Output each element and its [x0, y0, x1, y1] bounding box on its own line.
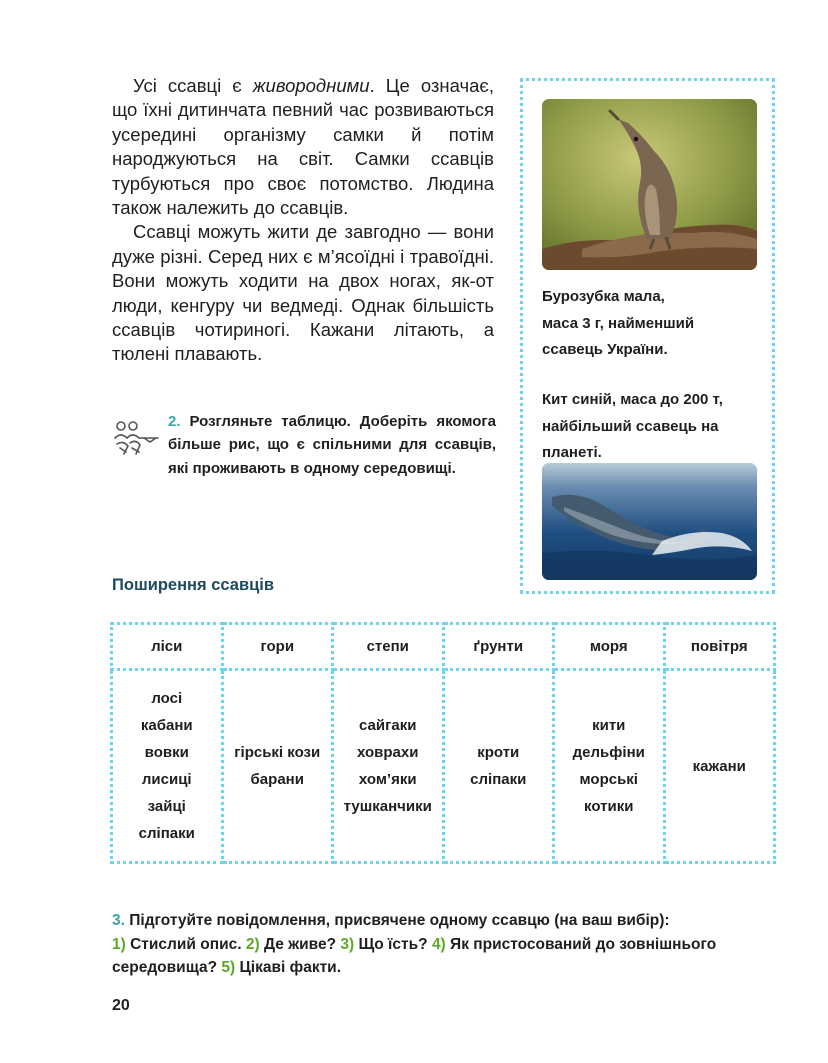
whale-caption: Кит синій, маса до 200 т, найбільший ссавець на планеті.: [542, 391, 723, 461]
intro-paragraph-2: Ссавці можуть жити де завгодно — вони дуже різні. Серед них є м’ясоїдні і травоїдні. Вони можуть ходити на двох ногах, як-от люди, кенгуру чи ведмеді. Однак більшість ссавців чотириногі. Кажани літають, а тюлені плавають.: [112, 221, 494, 365]
header-cell: ліси: [112, 624, 223, 670]
shrew-caption: Бурозубка мала, маса 3 г, найменший ссавець України.: [542, 288, 695, 358]
header-cell: повітря: [664, 624, 775, 670]
shrew-photo: [542, 99, 757, 270]
table-cell-air: кажани: [664, 670, 775, 863]
intro-paragraph-1: Усі ссавці є живородними. Це означає, що їхні дитинчата певний час розвиваються усередині організму самки й потім народжуються на світ. Самки ссавців турбуються про своє потомство. Людина також належить до ссавців.: [112, 75, 494, 219]
table-cell-soil: кроти сліпаки: [443, 670, 554, 863]
header-cell: степи: [333, 624, 444, 670]
header-cell: моря: [554, 624, 665, 670]
table-cell-seas: кити дельфіни морські котики: [554, 670, 665, 863]
task-3-intro: Підготуйте повідомлення, присвячене одному ссавцю (на ваш вибір):: [129, 912, 670, 929]
whale-photo: [542, 463, 757, 580]
header-cell: гори: [222, 624, 333, 670]
header-cell: ґрунти: [443, 624, 554, 670]
intro-emphasis: живородними: [252, 75, 370, 96]
task-2-number: 2.: [168, 413, 181, 430]
task-2-text: 2. Розгляньте таблицю. Доберіть якомога більше рис, що є спільними для ссавців, які проживають в одному середовищі.: [168, 413, 496, 477]
table-title: Поширення ссавців: [112, 576, 274, 594]
sidebar-box: [520, 78, 775, 594]
table-row: [112, 670, 775, 863]
task-3-number: 3.: [112, 912, 125, 929]
distribution-table: [110, 622, 776, 864]
table-header-row: [112, 624, 775, 670]
intro-text: [112, 74, 494, 367]
table-cell-forests: лосі кабани вовки лисиці зайці сліпаки: [112, 670, 223, 863]
table-cell-mountains: гірські кози барани: [222, 670, 333, 863]
task-3: 3. Підготуйте повідомлення, присвячене одному ссавцю (на ваш вибір): 1) Стислий опис. 2) Де живе? 3) Що їсть? 4) Як пристосований до зовнішнього середовища? 5) Цікаві факти.: [112, 912, 717, 976]
page-number: 20: [112, 997, 130, 1014]
task-2: [112, 410, 496, 480]
discussion-icon: [112, 414, 162, 464]
table-cell-steppes: сайгаки ховрахи хом’яки тушканчики: [333, 670, 444, 863]
